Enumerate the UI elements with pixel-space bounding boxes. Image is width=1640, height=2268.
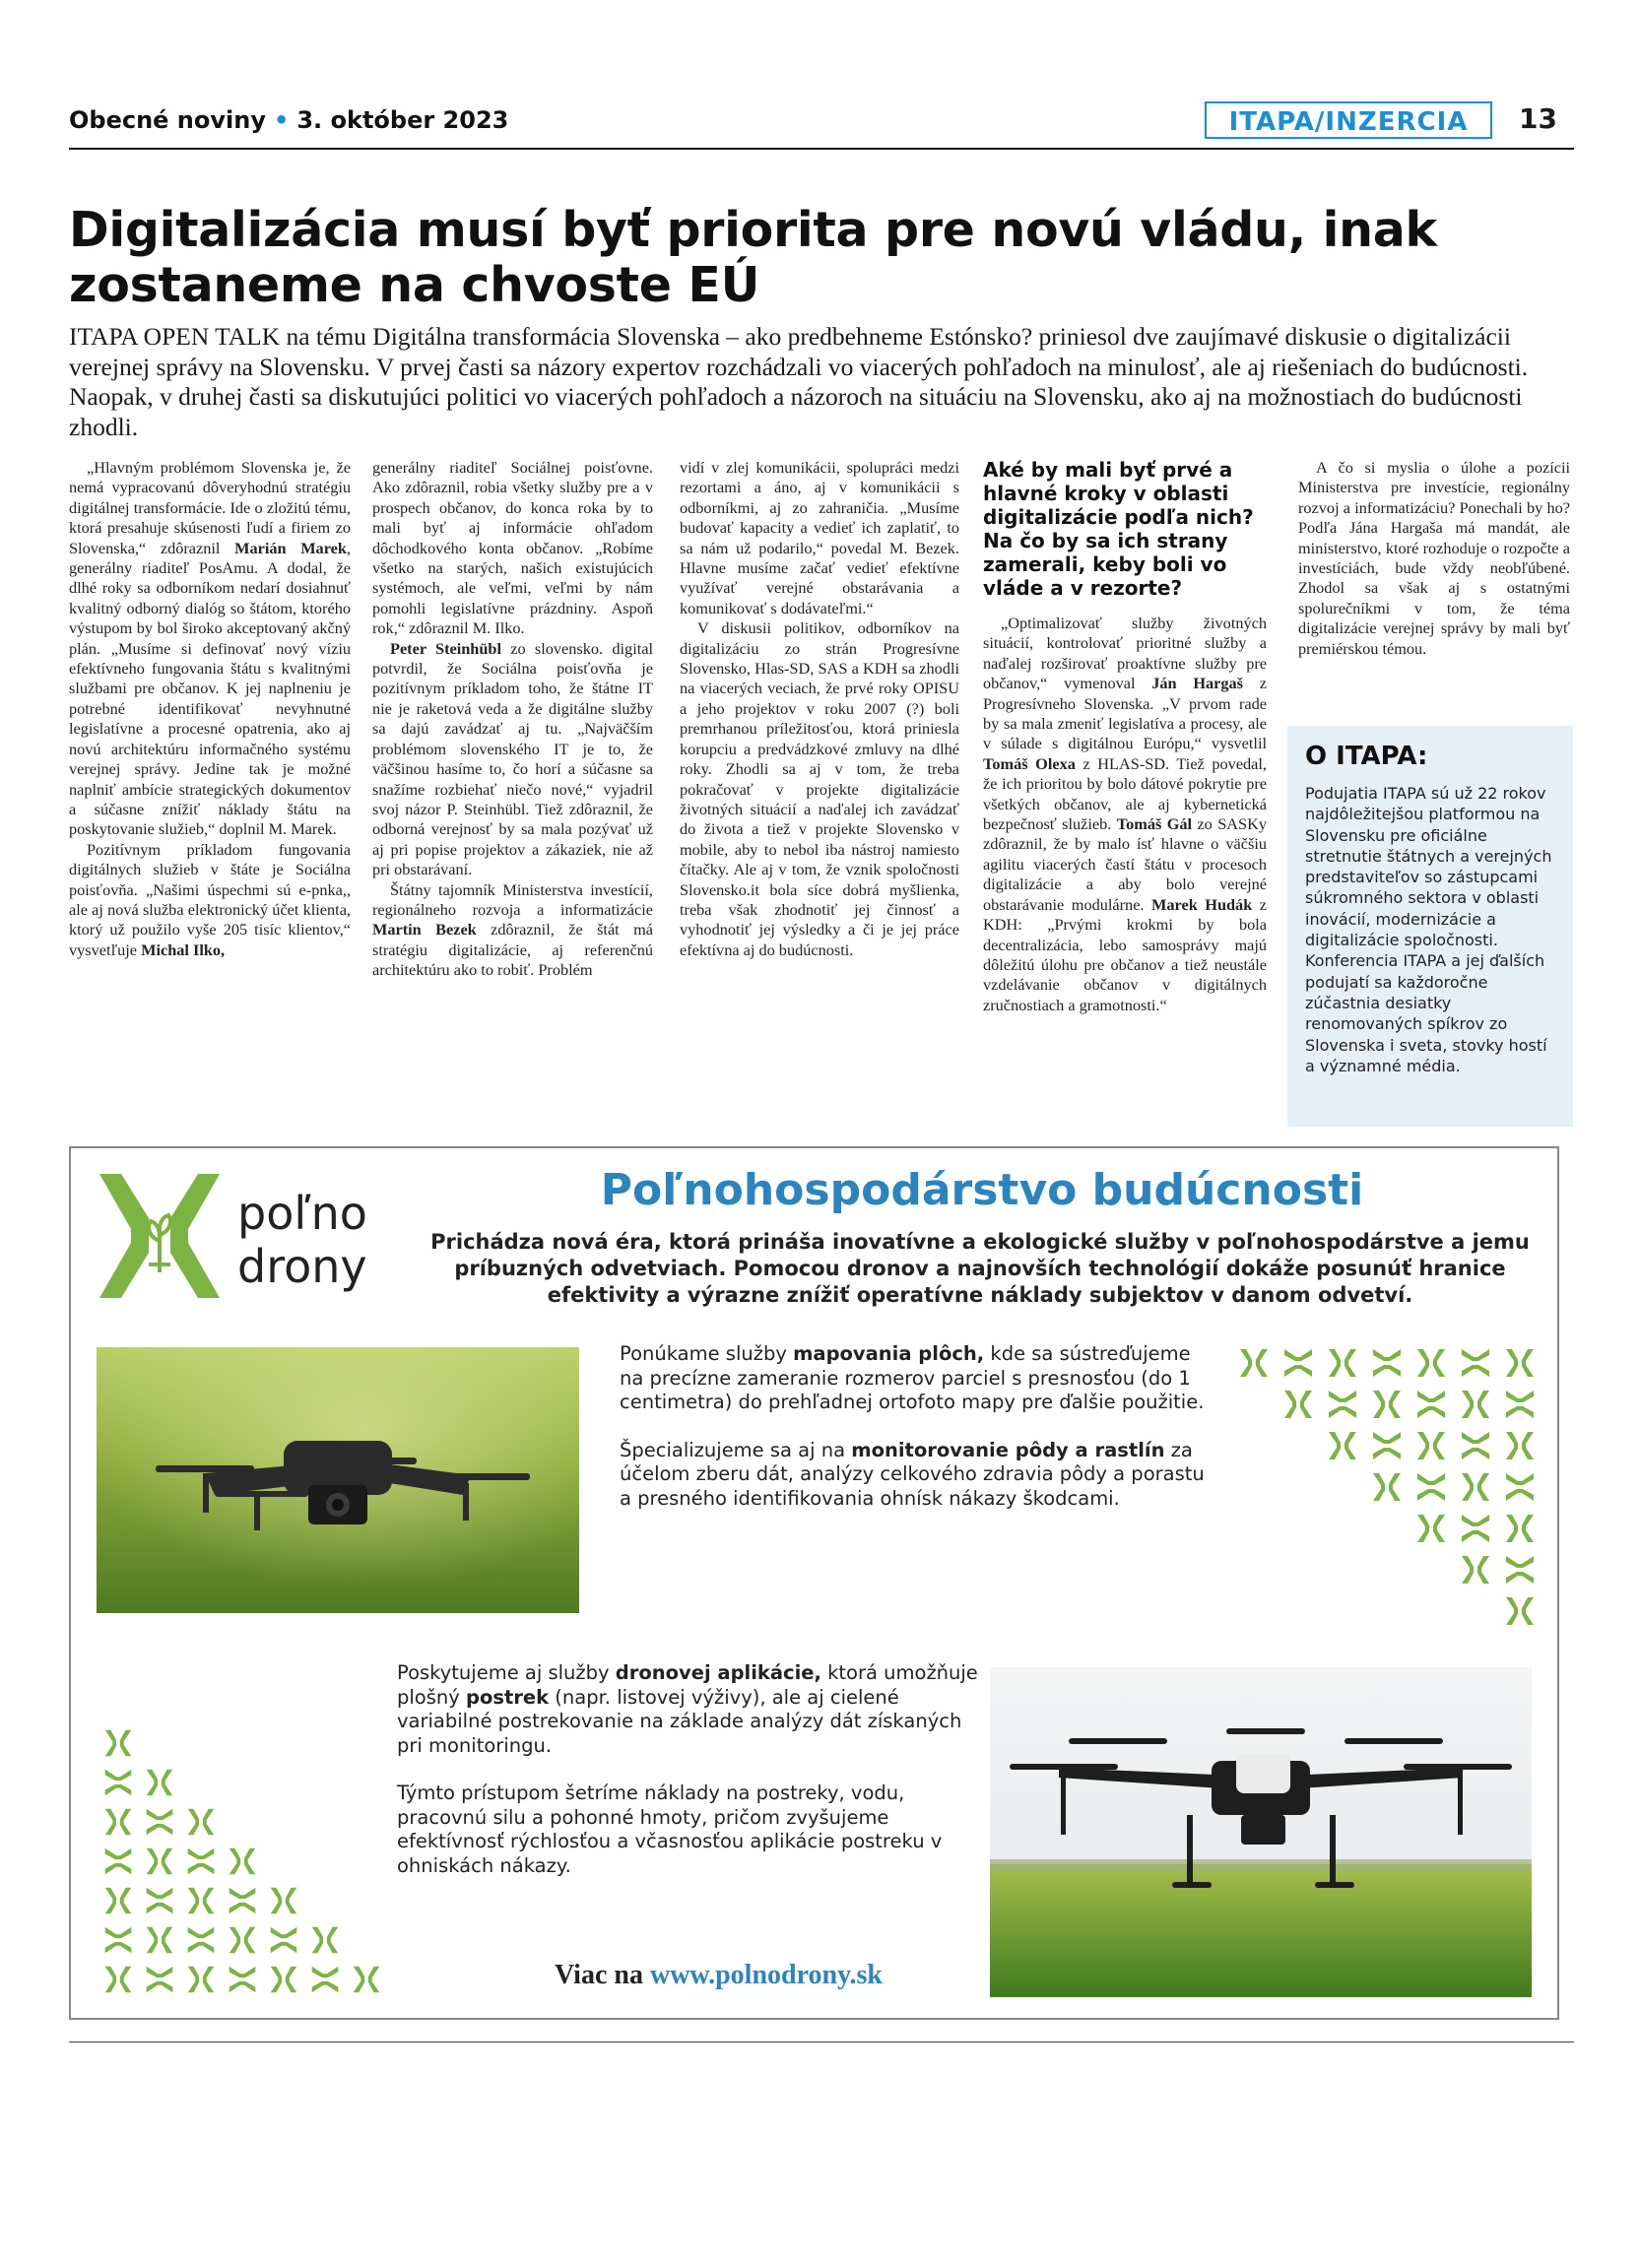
paragraph <box>372 639 653 880</box>
article-lead: ITAPA OPEN TALK na tému Digitálna transformácia Slovenska – ako predbehneme Estónsko? priniesol dve zaujímavé diskusie o digitalizácii verejnej správy na Slovensku. V prvej časti sa názory expertov rozchádzali vo viacerých pohľadoch na minulosť, ale aj riešeniach do budúcnosti. Naopak, v druhej časti sa diskutujúci politici vo viacerých pohľadoch a názoroch na situáciu na Slovensku, ako aj na možnostiach do budúcnosti zhodli. <box>69 322 1529 441</box>
text-run: „Hlavným problémom Slovenska je, že nemá vypracovanú dôveryhodnú stratégiu digitálnej transformácie. Ide o zložitú tému, ktorá presahuje skúsenosti ľudí a firiem zo Slovenska,“ zdôraznil <box>69 458 351 557</box>
brand-motif-icon <box>1462 1349 1489 1377</box>
text-run: Špecializujeme sa aj na <box>620 1438 852 1461</box>
paragraph <box>69 458 351 840</box>
brand-motif-icon <box>1417 1391 1445 1418</box>
brand-motif-icon <box>230 1888 256 1914</box>
brand-motif-icon <box>147 1809 173 1836</box>
brand-motif-icon <box>1417 1473 1445 1501</box>
ad-services-block-1 <box>620 1342 1211 1534</box>
brand-motif-icon <box>188 1848 215 1875</box>
ad-paragraph <box>620 1342 1211 1415</box>
issue-date: 3. október 2023 <box>296 106 509 134</box>
decorative-pattern-top-right <box>1216 1341 1542 1637</box>
article-column-3 <box>680 458 959 960</box>
text-run: z HLAS-SD. Tiež povedal, že ich prioritou by bolo dátové pokrytie pre všetkých občanov, ale aj kybernetická bezpečnosť služieb. <box>983 753 1268 834</box>
text-run: z Progresívneho Slovenska. „V prvom rade by sa mala zmeniť legislatíva a procesy, ale v súlade s digitálnou Európu,“ vysvetlil <box>983 674 1267 753</box>
person-name: Marián Marek <box>234 538 347 557</box>
person-name: Tomáš Olexa <box>983 753 1076 773</box>
brand-motif-icon <box>1240 1349 1268 1377</box>
headline-line-1: Digitalizácia musí byť priorita pre novú vládu, inak <box>69 202 1437 258</box>
logo-text-line-1: poľno <box>237 1187 367 1240</box>
text-run: Štátny tajomník Ministerstva investícií, regionálneho rozvoja a informatizácie <box>372 879 653 919</box>
separator-dot: • <box>273 106 290 134</box>
newspaper-masthead <box>69 106 508 134</box>
brand-motif-icon <box>1506 1391 1534 1418</box>
text-run: (napr. listovej výživy), ale aj cielené variabilné postrekovanie na základe analýzy dát získaných pri monitoringu. <box>397 1685 962 1757</box>
ad-paragraph <box>397 1661 978 1758</box>
brand-motif-icon <box>1373 1432 1401 1459</box>
paragraph: vidí v zlej komunikácii, spolupráci medzi rezortami a áno, aj v komunikácii s odborníkmi, aj zo zahraničia. „Musíme budovať kapacity a vedieť ich zaplatiť, to sa nám už podarilo,“ povedal M. Bezek. Hlavne musíme začať vedieť efektívne využívať verejné obstarávania a komunikovať s dodávateľmi.“ <box>680 458 959 617</box>
brand-motif-icon <box>105 1927 132 1954</box>
brand-motif-icon <box>1462 1432 1489 1459</box>
polnodrony-logo <box>92 1164 407 1308</box>
paragraph <box>983 614 1267 1015</box>
logo-text-line-2: drony <box>237 1240 367 1293</box>
website-link[interactable]: www.polnodrony.sk <box>649 1960 883 1990</box>
article-headline <box>69 203 1566 313</box>
ad-title: Poľnohospodárstvo budúcnosti <box>600 1165 1364 1215</box>
info-box-title: O ITAPA: <box>1305 742 1428 771</box>
text-emphasis: mapovania plôch, <box>793 1342 985 1365</box>
page-number: 13 <box>1519 102 1557 135</box>
paragraph <box>69 840 351 960</box>
text-run: zdôraznil, že štát má stratégiu digitalizácie, aj referenčnú architektúru ako to robiť. Problém <box>372 920 653 980</box>
brand-motif-icon <box>105 1809 132 1836</box>
website-label: Viac na <box>555 1960 650 1990</box>
brand-motif-icon <box>1417 1432 1445 1459</box>
brand-motif-icon <box>147 1967 173 1993</box>
brand-motif-icon <box>1462 1473 1489 1501</box>
brand-motif-icon <box>1506 1597 1534 1625</box>
brand-motif-icon <box>188 1888 215 1914</box>
brand-motif-icon <box>147 1848 173 1875</box>
ad-paragraph <box>620 1439 1211 1512</box>
brand-motif-icon <box>105 1967 132 1993</box>
paragraph: V diskusii politikov, odborníkov na digitalizáciu zo strán Progresívne Slovensko, Hlas-SD, SAS a KDH sa zhodli na viacerých veciach, že prvé roky OPISU a jeho projektov v roku 2007 (?) boli premrhanou príležitosťou, ktorá priniesla korupciu a predvádzkové zmluvy na dlhé roky. Zhodli sa aj v tom, že treba pokračovať v projekte digitalizácie životných situácií a naďalej ich zavádzať do života a tiež v projekte Slovensko v mobile, aby to nebol iba nástroj namiesto čítačky. Ale aj v tom, že vznik spoločnosti Slovensko.it bola síce dobrá myšlienka, treba však zhodnotiť jej činnosť a vyhodnotiť jej výsledky a či je jej práce efektívna aj do budúcnosti. <box>680 618 959 959</box>
paragraph <box>372 880 653 981</box>
brand-motif-icon <box>105 1888 132 1914</box>
brand-motif-icon <box>188 1927 215 1954</box>
ad-intro: Prichádza nová éra, ktorá prináša inovatívne a ekologické služby v poľnohospodárstve a jemu príbuzných odvetviach. Pomocou dronov a najnovších technológií dokáže posunúť hranice efektivity a výrazne znížiť operatívne náklady subjektov v danom odvetví. <box>430 1230 1530 1307</box>
brand-motif-icon <box>188 1809 215 1836</box>
person-name: Ján Hargaš <box>1151 674 1244 693</box>
text-emphasis: dronovej aplikácie, <box>615 1661 821 1684</box>
brand-motif-icon <box>1373 1391 1401 1418</box>
brand-motif-icon <box>147 1770 173 1796</box>
brand-motif-icon <box>105 1730 132 1757</box>
text-emphasis: monitorovanie pôdy a rastlín <box>851 1438 1165 1461</box>
brand-motif-icon <box>147 1888 173 1914</box>
brand-motif-icon <box>1506 1432 1534 1459</box>
article-column-4 <box>983 458 1267 1015</box>
article-column-2 <box>372 458 653 981</box>
brand-motif-icon <box>105 1770 132 1796</box>
article-column-1 <box>69 458 351 960</box>
brand-motif-icon <box>147 1927 173 1954</box>
brand-motif-icon <box>271 1888 297 1914</box>
text-run: ktorá umožňuje plošný <box>397 1661 978 1709</box>
text-run: za účelom zberu dát, analýzy celkového zdravia pôdy a porastu a presného identifikovania ohnísk nákazy škodcami. <box>620 1438 1205 1510</box>
text-run: , generálny riaditeľ PosAmu. A dodal, že dlhé roky sa odborníkom nedarí dosiahnuť kvalitný odborný dialóg so štátom, ktorého výstupom by bol široko akceptovaný akčný plán. „Musíme si definovať nový víziu efektívneho fungovania štátu s kvalitnými službami pre občanov. K jej naplneniu je potrebné identifikovať nevyhnutné legislatívne a procesné opatrenia, ako aj novú architektúru informačného systému verejnej správy. Jedine tak je možné naplniť ambície strategických dokumentov a súčasne znížiť náklady štátu na poskytovanie služieb,“ doplnil M. Marek. <box>69 538 351 839</box>
about-itapa-box <box>1287 726 1573 1127</box>
text-run: Ponúkame služby <box>620 1342 794 1365</box>
brand-motif-icon <box>188 1967 215 1993</box>
person-name: Michal Ilko, <box>141 940 226 959</box>
brand-motif-icon <box>1373 1349 1401 1377</box>
paragraph: generálny riaditeľ Sociálnej poisťovne. Ako zdôraznil, robia všetky služby pre a v prospech občanov, do konca roka by to mali byť aj informácie ohľadom dôchodkového konta občanov. „Robíme všetko na starých, našich existujúcich systémoch, ale veľmi, veľmi by nám pomohli legislatívne prázdniny. Aspoň rok,“ zdôraznil M. Ilko. <box>372 458 653 638</box>
decorative-pattern-bottom-left <box>97 1723 392 2009</box>
text-run: Poskytujeme aj služby <box>397 1661 616 1684</box>
paper-name: Obecné noviny <box>69 106 266 134</box>
brand-motif-icon <box>312 1967 339 1993</box>
brand-motif-icon <box>1373 1473 1401 1501</box>
brand-motif-icon <box>1506 1556 1534 1584</box>
person-name: Tomáš Gál <box>1116 814 1193 834</box>
person-name: Martin Bezek <box>372 920 477 940</box>
brand-motif-icon <box>1417 1349 1445 1377</box>
section-label: ITAPA/INZERCIA <box>1205 101 1492 139</box>
brand-motif-icon <box>1284 1391 1312 1418</box>
brand-motif-icon <box>1417 1515 1445 1542</box>
logo-mark-icon <box>92 1164 407 1308</box>
ad-services-block-2 <box>397 1661 978 1902</box>
ad-paragraph: Týmto prístupom šetríme náklady na postreky, vodu, pracovnú silu a pohonné hmoty, pričom zvyšujeme efektívnosť rýchlosťou a včasnosťou aplikácie postreku v ohniskách nákazy. <box>397 1782 943 1877</box>
footer-rule <box>69 2041 1574 2042</box>
paragraph: A čo si myslia o úlohe a pozícii Ministerstva pre investície, regionálny rozvoj a informatizáciu? Ponechali by ho? Podľa Jána Hargaša má mandát, ale ministerstvo, ktoré rozhoduje o rozpočte a investíciách, bude vždy neobľúbené. Zhodol sa však aj s ostatnými spolurečníkmi v tom, že téma digitalizácie verejnej správy by mali byť premiérskou témou. <box>1298 458 1570 658</box>
subheading-question: Aké by mali byť prvé a hlavné kroky v oblasti digitalizácie podľa nich? Na čo by sa ich strany zamerali, keby boli vo vláde a v rezorte? <box>983 458 1254 600</box>
text-run: zo SASKy zdôraznil, že by malo ísť hlavne o väčšiu agilitu viacerých častí štátu v procesoch digitalizácie a aby bolo verejné obstarávanie modulárne. <box>983 814 1267 914</box>
brand-motif-icon <box>1506 1349 1534 1377</box>
brand-motif-icon <box>312 1927 339 1954</box>
brand-motif-icon <box>271 1927 297 1954</box>
ad-website <box>555 1960 883 1991</box>
text-run: z KDH: „Prvými krokmi by bola decentralizácia, lebo samosprávy majú dôležitú úlohu pre občanov a tiež neustále vzdelávanie občanov v digitálnych zručnostiach a gramotnosti.“ <box>983 894 1268 1014</box>
brand-motif-icon <box>1506 1473 1534 1501</box>
brand-motif-icon <box>230 1927 256 1954</box>
brand-motif-icon <box>1329 1391 1356 1418</box>
brand-motif-icon <box>105 1848 132 1875</box>
brand-motif-icon <box>1329 1349 1356 1377</box>
headline-line-2: zostaneme na chvoste EÚ <box>69 257 760 313</box>
brand-motif-icon <box>354 1967 380 1993</box>
text-emphasis: postrek <box>465 1685 550 1709</box>
photo-mapping-drone <box>97 1347 579 1613</box>
photo-spraying-drone <box>990 1667 1532 1997</box>
text-run: „Optimalizovať služby životných situácií, kontrolovať prioritné služby a naďalej rozširovať proaktívne služby pre občanov,“ vymenoval <box>983 614 1267 693</box>
header-rule <box>69 148 1574 150</box>
info-box-body: Podujatia ITAPA sú už 22 rokov najdôležitejšou platformou na Slovensku pre oficiálne stretnutie štátnych a verejných predstaviteľov so zástupcami súkromného sektora v oblasti inovácií, modernizácie a digitalizácie spoločnosti. Konferencia ITAPA a jej ďalších podujatí sa každoročne zúčastnia desiatky renomovaných spíkrov zo Slovenska i sveta, stovky hostí a významné média. <box>1305 784 1552 1075</box>
person-name: Peter Steinhübl <box>390 638 501 658</box>
brand-motif-icon <box>1284 1349 1312 1377</box>
brand-motif-icon <box>1462 1556 1489 1584</box>
brand-motif-icon <box>271 1967 297 1993</box>
text-run: zo slovensko. digital potvrdil, že Sociálna poisťovňa je pozitívnym príkladom toho, že štátne IT nie je raketová veda a že digitálne služby sa dajú zavádzať aj tu. „Najväčším problémom slovenského IT je to, že väčšinou hasíme to, čo horí a súčasne sa snažíme rozbiehať niečo nové,“ vyjadril svoj názor P. Steinhübl. Tiež zdôraznil, že odborná verejnosť by sa mala pozývať už aj pri popise projektov a zákaziek, nie až pri obstarávaní. <box>372 638 653 879</box>
brand-motif-icon <box>1462 1515 1489 1542</box>
brand-motif-icon <box>230 1848 256 1875</box>
brand-motif-icon <box>1506 1515 1534 1542</box>
brand-motif-icon <box>1462 1391 1489 1418</box>
article-column-5 <box>1298 458 1570 659</box>
text-run: Pozitívnym príkladom fungovania digitálnych služieb v štáte je Sociálna poisťovňa. „Našimi úspechmi sú e-pnka,, ale aj nová služba elektronický účet klienta, ktorý už použilo vyše 205 tisíc klientov,“ vysvetľuje <box>69 839 351 959</box>
brand-motif-icon <box>230 1967 256 1993</box>
person-name: Marek Hudák <box>1151 894 1253 914</box>
text-run: kde sa sústreďujeme na precízne zameranie rozmerov parciel s presnosťou (do 1 centimetra) do prehľadnej ortofoto mapy pre ďalšie použitie. <box>620 1342 1205 1413</box>
brand-motif-icon <box>1329 1432 1356 1459</box>
